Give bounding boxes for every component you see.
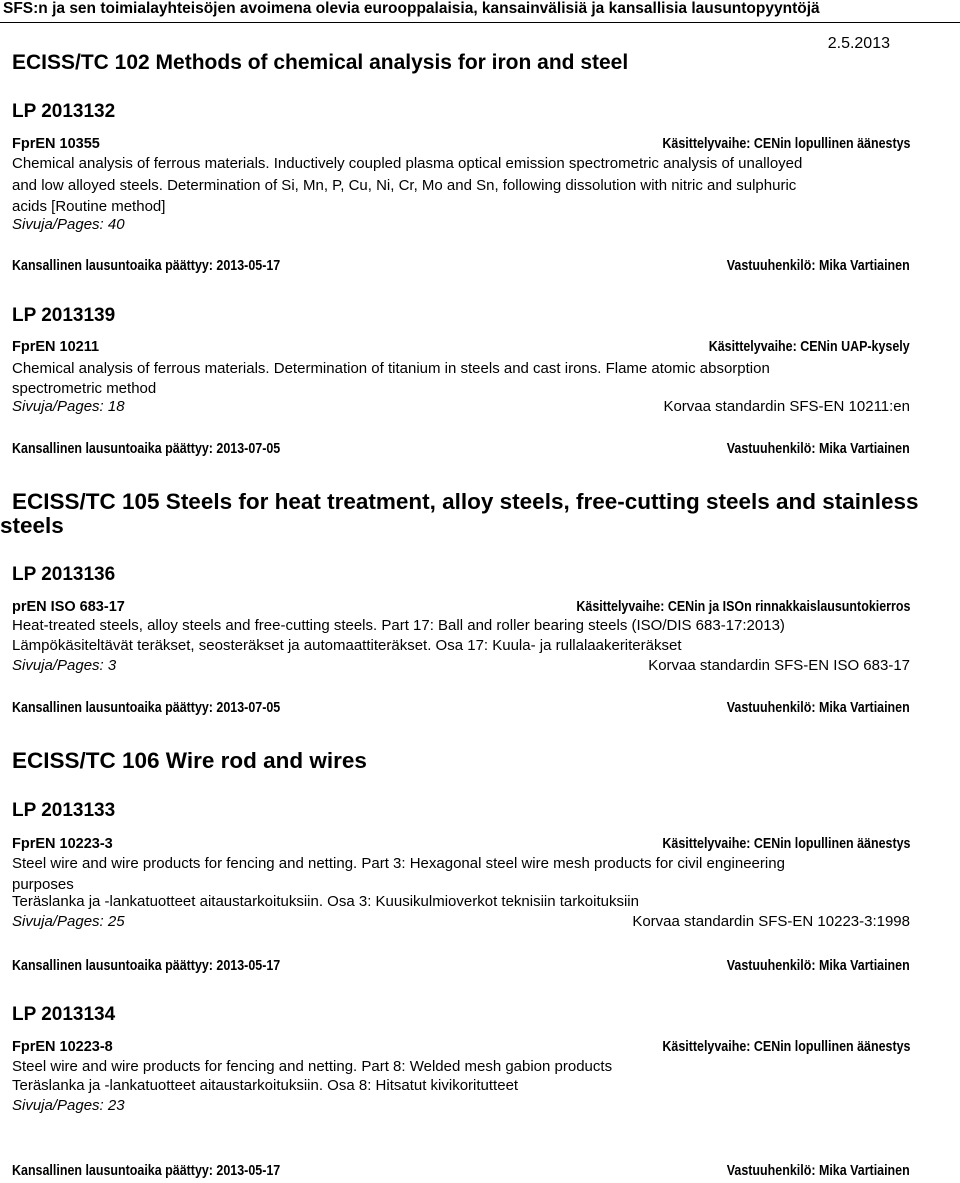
description-line: Teräslanka ja -lankatuotteet aitaustarkoituksiin. Osa 3: Kuusikulmioverkot teknisiin tarkoituksiin [12, 893, 639, 910]
lp-number: LP 2013139 [12, 305, 116, 326]
deadline: Kansallinen lausuntoaika päättyy: 2013-05-17 [12, 958, 281, 974]
description-line: and low alloyed steels. Determination of Si, Mn, P, Cu, Ni, Cr, Mo and Sn, following dissolution with nitric and sulphuric [12, 177, 797, 194]
deadline: Kansallinen lausuntoaika päättyy: 2013-05-17 [12, 258, 281, 274]
committee-title: ECISS/TC 102 Methods of chemical analysis for iron and steel [12, 51, 629, 74]
lp-number: LP 2013132 [12, 101, 116, 122]
description-line: Steel wire and wire products for fencing and netting. Part 3: Hexagonal steel wire mesh products for civil engineering [12, 855, 785, 872]
description-line: Chemical analysis of ferrous materials. Inductively coupled plasma optical emission spectrometric analysis of unalloyed [12, 155, 803, 172]
deadline: Kansallinen lausuntoaika päättyy: 2013-05-17 [12, 1163, 281, 1179]
pages-count: Sivuja/Pages: 40 [12, 216, 125, 233]
standard-code: FprEN 10211 [12, 339, 100, 355]
description-line: acids [Routine method] [12, 198, 166, 215]
contact-person: Vastuuhenkilö: Mika Vartiainen [727, 958, 910, 974]
committee-title: ECISS/TC 106 Wire rod and wires [12, 748, 367, 773]
description-line: spectrometric method [12, 380, 157, 397]
description-line: Steel wire and wire products for fencing and netting. Part 8: Welded mesh gabion products [12, 1058, 613, 1075]
header-divider [0, 22, 960, 23]
document-date: 2.5.2013 [827, 35, 890, 52]
pages-count: Sivuja/Pages: 25 [12, 913, 125, 930]
committee-title: steels [0, 513, 64, 538]
contact-person: Vastuuhenkilö: Mika Vartiainen [727, 441, 910, 457]
description-line: Heat-treated steels, alloy steels and free-cutting steels. Part 17: Ball and roller bearing steels (ISO/DIS 683-17:2013) [12, 617, 785, 634]
contact-person: Vastuuhenkilö: Mika Vartiainen [727, 1163, 910, 1179]
contact-person: Vastuuhenkilö: Mika Vartiainen [727, 700, 910, 716]
deadline: Kansallinen lausuntoaika päättyy: 2013-07-05 [12, 700, 281, 716]
description-line: Teräslanka ja -lankatuotteet aitaustarkoituksiin. Osa 8: Hitsatut kivikoritutteet [12, 1077, 519, 1094]
deadline: Kansallinen lausuntoaika päättyy: 2013-07-05 [12, 441, 281, 457]
lp-number: LP 2013133 [12, 800, 116, 821]
standard-code: FprEN 10355 [12, 136, 100, 152]
stage-label: Käsittelyvaihe: CENin ja ISOn rinnakkaislausuntokierros [575, 599, 910, 615]
contact-person: Vastuuhenkilö: Mika Vartiainen [727, 258, 910, 274]
replaces-standard: Korvaa standardin SFS-EN ISO 683-17 [648, 657, 910, 674]
stage-label: Käsittelyvaihe: CENin UAP-kysely [709, 339, 910, 355]
stage-label: Käsittelyvaihe: CENin lopullinen äänestys [661, 136, 910, 152]
replaces-standard: Korvaa standardin SFS-EN 10211:en [663, 398, 910, 415]
description-line: purposes [12, 876, 74, 893]
page-header: SFS:n ja sen toimialayhteisöjen avoimena olevia eurooppalaisia, kansainvälisiä ja kansallisia lausuntopyyntöjä [3, 0, 820, 17]
standard-code: prEN ISO 683-17 [12, 599, 125, 615]
description-line: Lämpökäsiteltävät teräkset, seosteräkset ja automaattiteräkset. Osa 17: Kuula- ja rullalaakeriteräkset [12, 637, 682, 654]
pages-count: Sivuja/Pages: 18 [12, 398, 125, 415]
description-line: Chemical analysis of ferrous materials. Determination of titanium in steels and cast irons. Flame atomic absorption [12, 360, 770, 377]
stage-label: Käsittelyvaihe: CENin lopullinen äänestys [661, 1039, 910, 1055]
lp-number: LP 2013136 [12, 564, 116, 585]
standard-code: FprEN 10223-8 [12, 1039, 113, 1055]
standard-code: FprEN 10223-3 [12, 836, 113, 852]
pages-count: Sivuja/Pages: 3 [12, 657, 117, 674]
lp-number: LP 2013134 [12, 1004, 116, 1025]
pages-count: Sivuja/Pages: 23 [12, 1097, 125, 1114]
replaces-standard: Korvaa standardin SFS-EN 10223-3:1998 [632, 913, 910, 930]
committee-title: ECISS/TC 105 Steels for heat treatment, alloy steels, free-cutting steels and stainless [12, 489, 919, 514]
stage-label: Käsittelyvaihe: CENin lopullinen äänestys [661, 836, 910, 852]
